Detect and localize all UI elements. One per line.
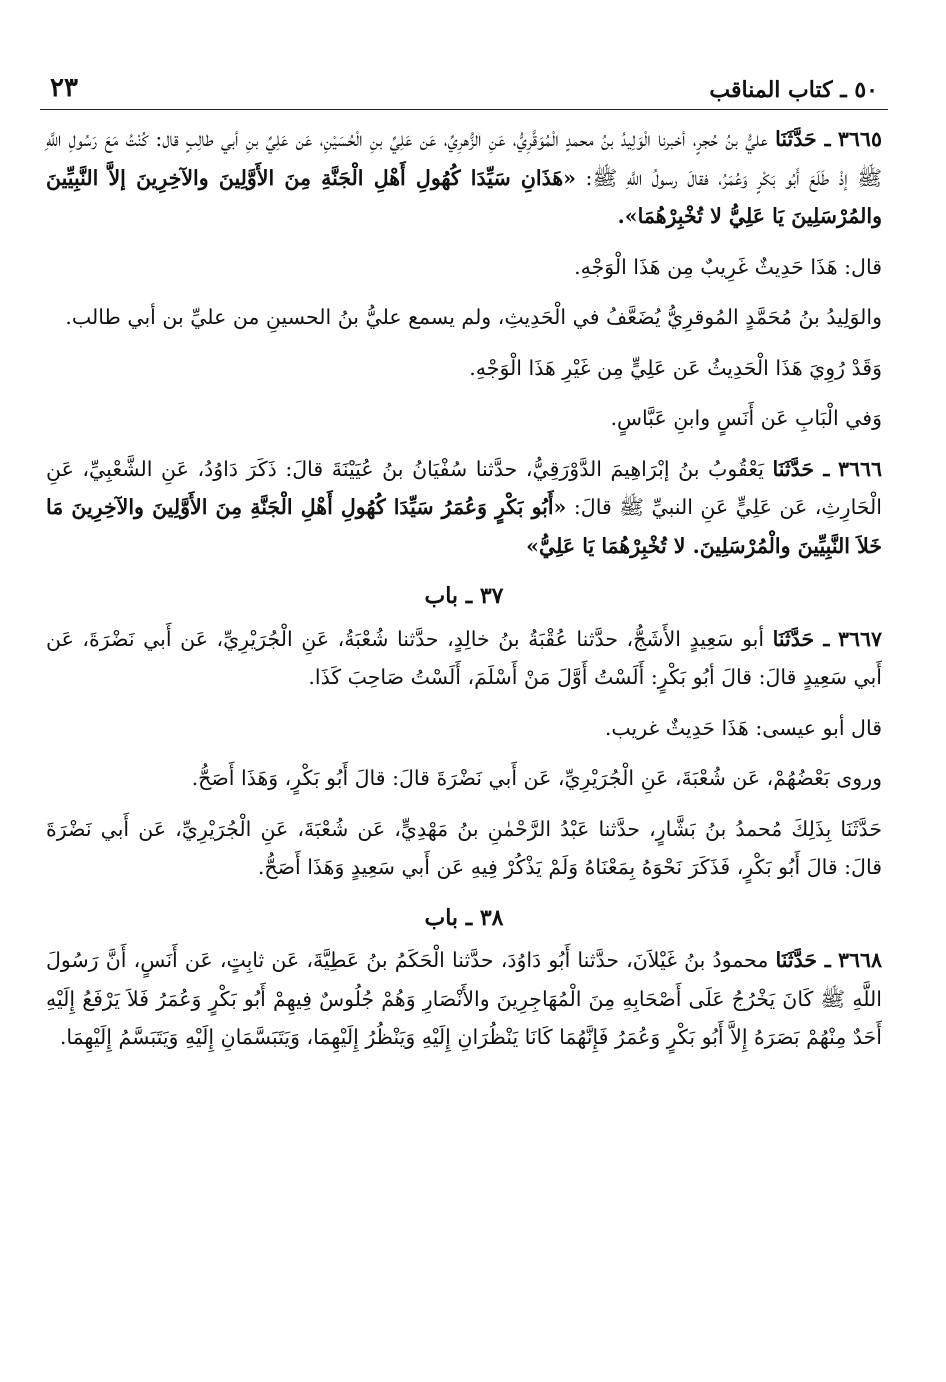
hadith-quote: «أَبُو بَكْرٍ وَعُمَرُ سَيِّدَا كُهُولِ أَهْلِ الْجَنَّةِ مِنَ الأَوَّلِينَ والآخِرِينَ مَا خَلاَ النَّبِيِّينَ والْمُرْسَلِينَ. لا تُخْبِرْهُمَا يَا عَلِيُّ» — [46, 495, 882, 558]
page-number: ٢٣ — [50, 73, 78, 103]
note-paragraph: حَدَّثَنَا بِذَلِكَ مُحمدُ بنُ بَشَّارٍ، حدَّثنا عَبْدُ الرَّحْمٰنِ بنُ مَهْدِيٍّ، عَن شُعْبَةَ، عَنِ الْجُرَيْرِيِّ، عَن أَبي نَضْرَةَ قالَ: قالَ أَبُو بَكْرٍ، فَذَكَرَ نَحْوَهُ بِمَعْنَاهُ وَلَمْ يَذْكُرْ فِيهِ عَن أَبي سَعِيدٍ وَهَذَا أَصَحُّ. — [46, 816, 882, 879]
page-body — [40, 110, 888, 1057]
narration-keyword: حَدَّثَنَا — [772, 456, 815, 481]
hadith-text: عليُّ بنُ حُجرٍ، أخبرنا الْوَلِيدُ بنُ محمدٍ الْمُوَقَّرِيُّ، عَنِ الزُّهرِيِّ، عَن عَلِيِّ بنِ الْحُسَيْنِ، عَن عَلِيِّ بنِ أبي طالِبٍ قال: كُنْتُ مَعَ رَسُولِ اللَّهِ ﷺ إذْ طَلَعَ أَبُو بَكْرٍ وَعُمَرُ، فقالَ رسولُ اللَّهِ ﷺ: — [46, 127, 882, 190]
hadith-text: أبو سَعِيدٍ الأَشَجُّ، حدَّثنا عُقْبَةُ بنُ خالِدٍ، حدَّثنا شُعْبَةُ، عَنِ الْجُرَيْرِيِّ، عَن أَبي نَضْرَةَ، عَن أَبي سَعِيدٍ قالَ: قالَ أبُو بَكْرٍ: أَلَسْتُ أَوَّلَ مَنْ أَسْلَمَ، أَلَسْتُ صَاحِبَ كَذَا. — [46, 626, 882, 689]
note-paragraph: وروى بَعْضُهُمْ، عَن شُعْبَةَ، عَنِ الْجُرَيْرِيِّ، عَن أَبي نَضْرَةَ قالَ: قالَ أَبُو بَكْرٍ، وَهَذَا أَصَحُّ. — [191, 766, 882, 790]
narration-keyword: حَدَّثَنَا — [775, 127, 817, 151]
note-paragraph: قال أبو عيسى: هَذَا حَدِيثٌ غريب. — [604, 715, 882, 740]
section-heading-37: ٣٧ ـ باب — [424, 583, 504, 609]
narration-keyword: حَدَّثَنَا — [775, 948, 818, 972]
hadith-3665: ٣٦٦٥ ـ حَدَّثَنَا عليُّ بنُ حُجرٍ، أخبرنا الْوَلِيدُ بنُ محمدٍ الْمُوَقَّرِيُّ، عَنِ الزُّهرِيِّ، عَن عَلِيِّ بنِ الْحُسَيْنِ، عَن عَلِيِّ بنِ أبي طالِبٍ قال: كُنْتُ مَعَ رَسُولِ اللَّهِ ﷺ إذْ طَلَعَ أَبُو بَكْرٍ وَعُمَرُ، فقالَ رسولُ اللَّهِ ﷺ: «هَذَانِ سَيِّدَا كُهُولِ أَهْلِ الْجَنَّةِ مِنَ الأَوَّلِينَ والآخِرِينَ إلاَّ النَّبِيِّينَ والمُرْسَلِينَ يَا عَلِيُّ لا تُخْبِرْهُمَا». — [46, 127, 882, 228]
hadith-number: ٣٦٦٥ — [837, 127, 882, 151]
note-paragraph: والوَلِيدُ بنُ مُحَمَّدٍ المُوقرِيُّ يُضَعَّفُ في الْحَدِيثِ، ولم يسمع عليُّ بنُ الحسينِ من عليِّ بن أبي طالب. — [65, 305, 882, 329]
chapter-title: ٥٠ ـ كتاب المناقب — [709, 77, 878, 103]
page-header — [40, 60, 888, 110]
hadith-quote: «هَذَانِ سَيِّدَا كُهُولِ أَهْلِ الْجَنَّةِ مِنَ الأَوَّلِينَ والآخِرِينَ إلاَّ النَّبِيِّينَ والمُرْسَلِينَ يَا عَلِيُّ لا تُخْبِرْهُمَا». — [46, 165, 882, 228]
note-paragraph: وَفي الْبَابِ عَن أَنَسٍ وابنِ عَبَّاسٍ. — [610, 406, 882, 430]
hadith-number: ٣٦٦٧ — [837, 626, 882, 651]
hadith-3668: ٣٦٦٨ ـ حَدَّثَنَا محمودُ بنُ غَيْلاَنَ، حدَّثنا أَبُو دَاوُدَ، حدَّثنا الْحَكَمُ بنُ عَطِيَّةَ، عَن ثابِتٍ، عَن أَنَسٍ، أَنَّ رَسُولَ اللَّهِ ﷺ كَانَ يَخْرُجُ عَلَى أَصْحَابِهِ مِنَ الْمُهَاجِرِينَ والأَنْصَارِ وَهُمْ جُلُوسٌ فِيهِمْ أَبُو بَكْرٍ وَعُمَرُ فَلاَ يَرْفَعُ إِلَيْهِ أَحَدٌ مِنْهُمْ بَصَرَهُ إِلاَّ أَبُو بَكْرٍ وَعُمَرُ فَإِنَّهُمَا كَانَا يَنْظُرَانِ إِلَيْهِ وَيَنْظُرُ إِلَيْهِمَا، وَيَتَبَسَّمَانِ إِلَيْهِ وَيَتَبَسَّمُ إِلَيْهِمَا. — [46, 948, 882, 1049]
note-paragraph: قال: هَذَا حَدِيثٌ غَرِيبٌ مِن هَذَا الْوَجْهِ. — [574, 254, 882, 279]
hadith-text: يَعْقُوبُ بنُ إبْرَاهِيمَ الدَّوْرَقِيُّ، حدَّثنا سُفْيَانُ بنُ عُيَيْنَةَ قالَ: ذَكَرَ دَاوُدُ، عَنِ الشَّعْبِيِّ، عَنِ الْحَارِثِ، عَن عَلِيٍّ عَنِ النبيِّ ﷺ قالَ: — [46, 456, 882, 519]
hadith-3667: ٣٦٦٧ ـ حَدَّثَنَا أبو سَعِيدٍ الأَشَجُّ، حدَّثنا عُقْبَةُ بنُ خالِدٍ، حدَّثنا شُعْبَةُ، عَنِ الْجُرَيْرِيِّ، عَن أَبي نَضْرَةَ، عَن أَبي سَعِيدٍ قالَ: قالَ أبُو بَكْرٍ: أَلَسْتُ أَوَّلَ مَنْ أَسْلَمَ، أَلَسْتُ صَاحِبَ كَذَا. — [46, 626, 882, 689]
hadith-3666: ٣٦٦٦ ـ حَدَّثَنَا يَعْقُوبُ بنُ إبْرَاهِيمَ الدَّوْرَقِيُّ، حدَّثنا سُفْيَانُ بنُ عُيَيْنَةَ قالَ: ذَكَرَ دَاوُدُ، عَنِ الشَّعْبِيِّ، عَنِ الْحَارِثِ، عَن عَلِيٍّ عَنِ النبيِّ ﷺ قالَ: «أَبُو بَكْرٍ وَعُمَرُ سَيِّدَا كُهُولِ أَهْلِ الْجَنَّةِ مِنَ الأَوَّلِينَ والآخِرِينَ مَا خَلاَ النَّبِيِّينَ والْمُرْسَلِينَ. لا تُخْبِرْهُمَا يَا عَلِيُّ» — [46, 456, 882, 558]
note-paragraph: وَقَدْ رُوِيَ هَذَا الْحَدِيثُ عَن عَلِيٍّ مِن غَيْرِ هَذَا الْوَجْهِ. — [469, 355, 882, 380]
section-heading-38: ٣٨ ـ باب — [424, 904, 504, 931]
book-page — [40, 60, 888, 1069]
hadith-number: ٣٦٦٦ — [837, 456, 882, 481]
hadith-text: محمودُ بنُ غَيْلاَنَ، حدَّثنا أَبُو دَاوُدَ، حدَّثنا الْحَكَمُ بنُ عَطِيَّةَ، عَن ثابِتٍ، عَن أَنَسٍ، أَنَّ رَسُولَ اللَّهِ ﷺ كَانَ يَخْرُجُ عَلَى أَصْحَابِهِ مِنَ الْمُهَاجِرِينَ والأَنْصَارِ وَهُمْ جُلُوسٌ فِيهِمْ أَبُو بَكْرٍ وَعُمَرُ فَلاَ يَرْفَعُ إِلَيْهِ أَحَدٌ مِنْهُمْ بَصَرَهُ إِلاَّ أَبُو بَكْرٍ وَعُمَرُ فَإِنَّهُمَا كَانَا يَنْظُرَانِ إِلَيْهِ وَيَنْظُرُ إِلَيْهِمَا، وَيَتَبَسَّمَانِ إِلَيْهِ وَيَتَبَسَّمُ إِلَيْهِمَا. — [46, 948, 882, 1049]
hadith-number: ٣٦٦٨ — [837, 948, 882, 972]
narration-keyword: حَدَّثَنَا — [772, 626, 815, 651]
